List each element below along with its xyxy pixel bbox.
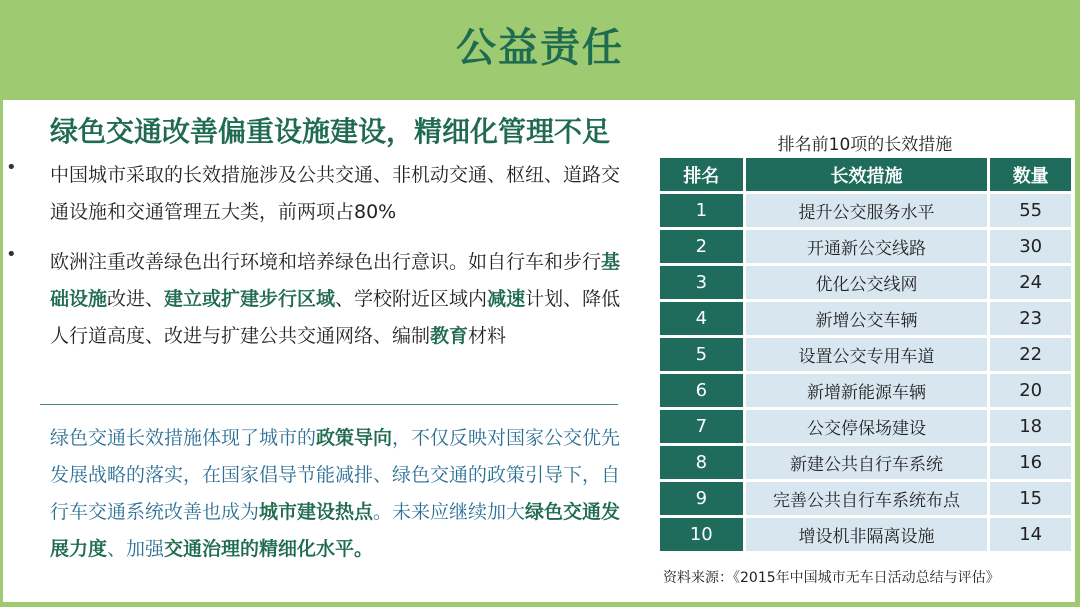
column-header-measure: 长效措施 (746, 158, 988, 191)
rank-cell: 1 (660, 194, 743, 227)
body-text: 计划、降低人行道高度、改进与扩建公共交通网络、编制 (50, 288, 621, 347)
source-note: 资料来源：《2015年中国城市无车日活动总结与评估》 (663, 570, 1000, 586)
body-text: 。未来应继续加大 (373, 501, 526, 523)
count-cell: 23 (990, 302, 1071, 335)
table-row (660, 518, 1071, 551)
body-text: 、加强 (107, 538, 165, 560)
divider (40, 404, 618, 405)
section-subtitle: 绿色交通改善偏重设施建设，精细化管理不足 (50, 115, 611, 148)
body-text: 、学校附近区域内 (335, 288, 488, 310)
measure-cell: 优化公交线网 (746, 266, 988, 299)
rank-cell: 9 (660, 482, 743, 515)
measure-cell: 设置公交专用车道 (746, 338, 988, 371)
emphasis-text: 基础设施 (50, 251, 621, 310)
body-text: 欧洲注重改善绿色出行环境和培养绿色出行意识。如自行车和步行 (50, 251, 602, 273)
rank-cell: 10 (660, 518, 743, 551)
bullet-text (50, 157, 632, 231)
measure-cell: 提升公交服务水平 (746, 194, 988, 227)
emphasis-text: 绿色交通发展力度 (50, 501, 621, 560)
measure-cell: 新建公共自行车系统 (746, 446, 988, 479)
count-cell: 16 (990, 446, 1071, 479)
body-text: 绿色交通长效措施体现了城市的 (50, 427, 317, 449)
table-caption: 排名前10项的长效措施 (777, 135, 953, 155)
table-row (660, 374, 1071, 407)
count-cell: 24 (990, 266, 1071, 299)
measure-cell: 增设机非隔离设施 (746, 518, 988, 551)
table-body (660, 194, 1071, 551)
measure-cell: 完善公共自行车系统布点 (746, 482, 988, 515)
measure-cell: 公交停保场建设 (746, 410, 988, 443)
body-text: 材料 (468, 325, 507, 347)
measure-cell: 开通新公交线路 (746, 230, 988, 263)
bullet-text (50, 244, 632, 355)
body-text: ，不仅反映对国家公交优先发展战略的落实，在国家倡导节能减排、绿色交通的政策引导下，自行车交通系统改善也成为 (50, 427, 621, 523)
rank-cell: 2 (660, 230, 743, 263)
measure-cell: 新增新能源车辆 (746, 374, 988, 407)
bullet-marker-icon: • (6, 244, 17, 265)
measure-cell: 新增公交车辆 (746, 302, 988, 335)
count-cell: 22 (990, 338, 1071, 371)
content-panel (3, 100, 1075, 602)
count-cell: 14 (990, 518, 1071, 551)
header-bar (0, 0, 1080, 100)
table-row (660, 194, 1071, 227)
table-header-row (660, 158, 1071, 191)
count-cell: 55 (990, 194, 1071, 227)
emphasis-text: 减速 (487, 288, 526, 310)
rank-cell: 5 (660, 338, 743, 371)
table-row (660, 338, 1071, 371)
ranking-table (657, 155, 1074, 554)
count-cell: 20 (990, 374, 1071, 407)
table-row (660, 410, 1071, 443)
table-row (660, 230, 1071, 263)
emphasis-text: 交通治理的精细化水平。 (164, 538, 374, 560)
emphasis-text: 政策导向 (316, 427, 393, 449)
table-row (660, 446, 1071, 479)
page-title: 公益责任 (456, 25, 624, 71)
table-row (660, 266, 1071, 299)
column-header-rank: 排名 (660, 158, 743, 191)
emphasis-text: 城市建设热点 (259, 501, 374, 523)
column-header-count: 数量 (990, 158, 1071, 191)
rank-cell: 3 (660, 266, 743, 299)
count-cell: 18 (990, 410, 1071, 443)
body-text: 中国城市采取的长效措施涉及公共交通、非机动交通、枢纽、道路交通设施和交通管理五大类，前两项占80% (50, 164, 621, 223)
rank-cell: 6 (660, 374, 743, 407)
bullet-marker-icon: • (6, 157, 17, 178)
table-row (660, 482, 1071, 515)
body-text: 改进、 (107, 288, 165, 310)
rank-cell: 7 (660, 410, 743, 443)
emphasis-text: 教育 (430, 325, 469, 347)
emphasis-text: 建立或扩建步行区域 (164, 288, 336, 310)
rank-cell: 4 (660, 302, 743, 335)
rank-cell: 8 (660, 446, 743, 479)
summary-paragraph (50, 420, 636, 568)
table-row (660, 302, 1071, 335)
count-cell: 30 (990, 230, 1071, 263)
count-cell: 15 (990, 482, 1071, 515)
